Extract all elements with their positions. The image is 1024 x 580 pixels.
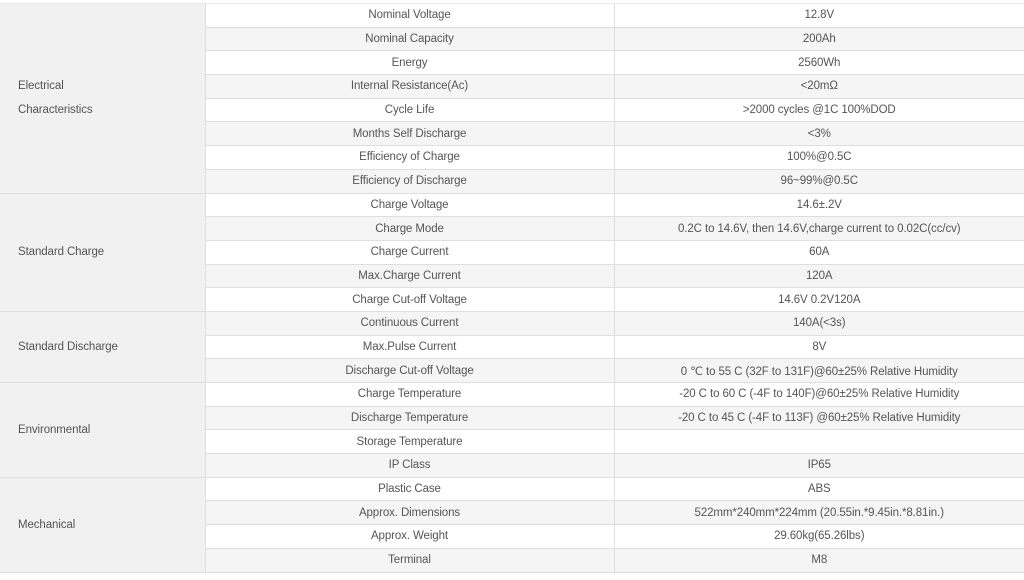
parameter-name: Continuous Current: [205, 311, 614, 335]
parameter-value: 12.8V: [614, 4, 1024, 28]
parameter-name: IP Class: [205, 454, 614, 478]
parameter-name: Charge Voltage: [205, 193, 614, 217]
parameter-value: 14.6V 0.2V120A: [614, 288, 1024, 312]
parameter-value: 0 ℃ to 55 C (32F to 131F)@60±25% Relative Humidity: [614, 359, 1024, 383]
parameter-value: <3%: [614, 122, 1024, 146]
parameter-value: 0.2C to 14.6V, then 14.6V,charge current to 0.02C(cc/cv): [614, 217, 1024, 241]
table-row: [0, 477, 1024, 501]
parameter-name: Energy: [205, 51, 614, 75]
parameter-value: ABS: [614, 477, 1024, 501]
group-label: Standard Charge: [0, 193, 205, 311]
parameter-value: 200Ah: [614, 27, 1024, 51]
parameter-name: Plastic Case: [205, 477, 614, 501]
parameter-value: 522mm*240mm*224mm (20.55in.*9.45in.*8.81in.): [614, 501, 1024, 525]
parameter-name: Charge Cut-off Voltage: [205, 288, 614, 312]
parameter-value: -20 C to 45 C (-4F to 113F) @60±25% Relative Humidity: [614, 406, 1024, 430]
parameter-name: Charge Current: [205, 240, 614, 264]
parameter-name: Efficiency of Charge: [205, 146, 614, 170]
parameter-value: 120A: [614, 264, 1024, 288]
parameter-name: Max.Pulse Current: [205, 335, 614, 359]
parameter-name: Nominal Voltage: [205, 4, 614, 28]
parameter-value: M8: [614, 548, 1024, 572]
parameter-value: 8V: [614, 335, 1024, 359]
parameter-value: [614, 430, 1024, 454]
parameter-name: Charge Mode: [205, 217, 614, 241]
parameter-value: -20 C to 60 C (-4F to 140F)@60±25% Relative Humidity: [614, 383, 1024, 407]
parameter-value: IP65: [614, 454, 1024, 478]
parameter-name: Efficiency of Discharge: [205, 169, 614, 193]
parameter-value: >2000 cycles @1C 100%DOD: [614, 98, 1024, 122]
parameter-name: Approx. Weight: [205, 525, 614, 549]
spec-table: [0, 3, 1024, 573]
parameter-name: Discharge Cut-off Voltage: [205, 359, 614, 383]
parameter-value: <20mΩ: [614, 75, 1024, 99]
parameter-name: Terminal: [205, 548, 614, 572]
parameter-name: Discharge Temperature: [205, 406, 614, 430]
parameter-name: Approx. Dimensions: [205, 501, 614, 525]
group-label: Standard Discharge: [0, 311, 205, 382]
parameter-name: Charge Temperature: [205, 383, 614, 407]
group-label: Environmental: [0, 383, 205, 478]
parameter-value: 100%@0.5C: [614, 146, 1024, 170]
parameter-value: 2560Wh: [614, 51, 1024, 75]
parameter-value: 29.60kg(65.26lbs): [614, 525, 1024, 549]
group-label: Mechanical: [0, 477, 205, 572]
parameter-name: Nominal Capacity: [205, 27, 614, 51]
parameter-name: Months Self Discharge: [205, 122, 614, 146]
table-row: [0, 383, 1024, 407]
parameter-name: Storage Temperature: [205, 430, 614, 454]
parameter-name: Internal Resistance(Ac): [205, 75, 614, 99]
table-row: [0, 4, 1024, 28]
group-label: Electrical Characteristics: [0, 4, 205, 194]
table-row: [0, 311, 1024, 335]
parameter-value: 140A(<3s): [614, 311, 1024, 335]
table-row: [0, 193, 1024, 217]
parameter-value: 14.6±.2V: [614, 193, 1024, 217]
parameter-name: Cycle Life: [205, 98, 614, 122]
parameter-value: 60A: [614, 240, 1024, 264]
parameter-value: 96~99%@0.5C: [614, 169, 1024, 193]
spec-table-body: [0, 4, 1024, 573]
parameter-name: Max.Charge Current: [205, 264, 614, 288]
